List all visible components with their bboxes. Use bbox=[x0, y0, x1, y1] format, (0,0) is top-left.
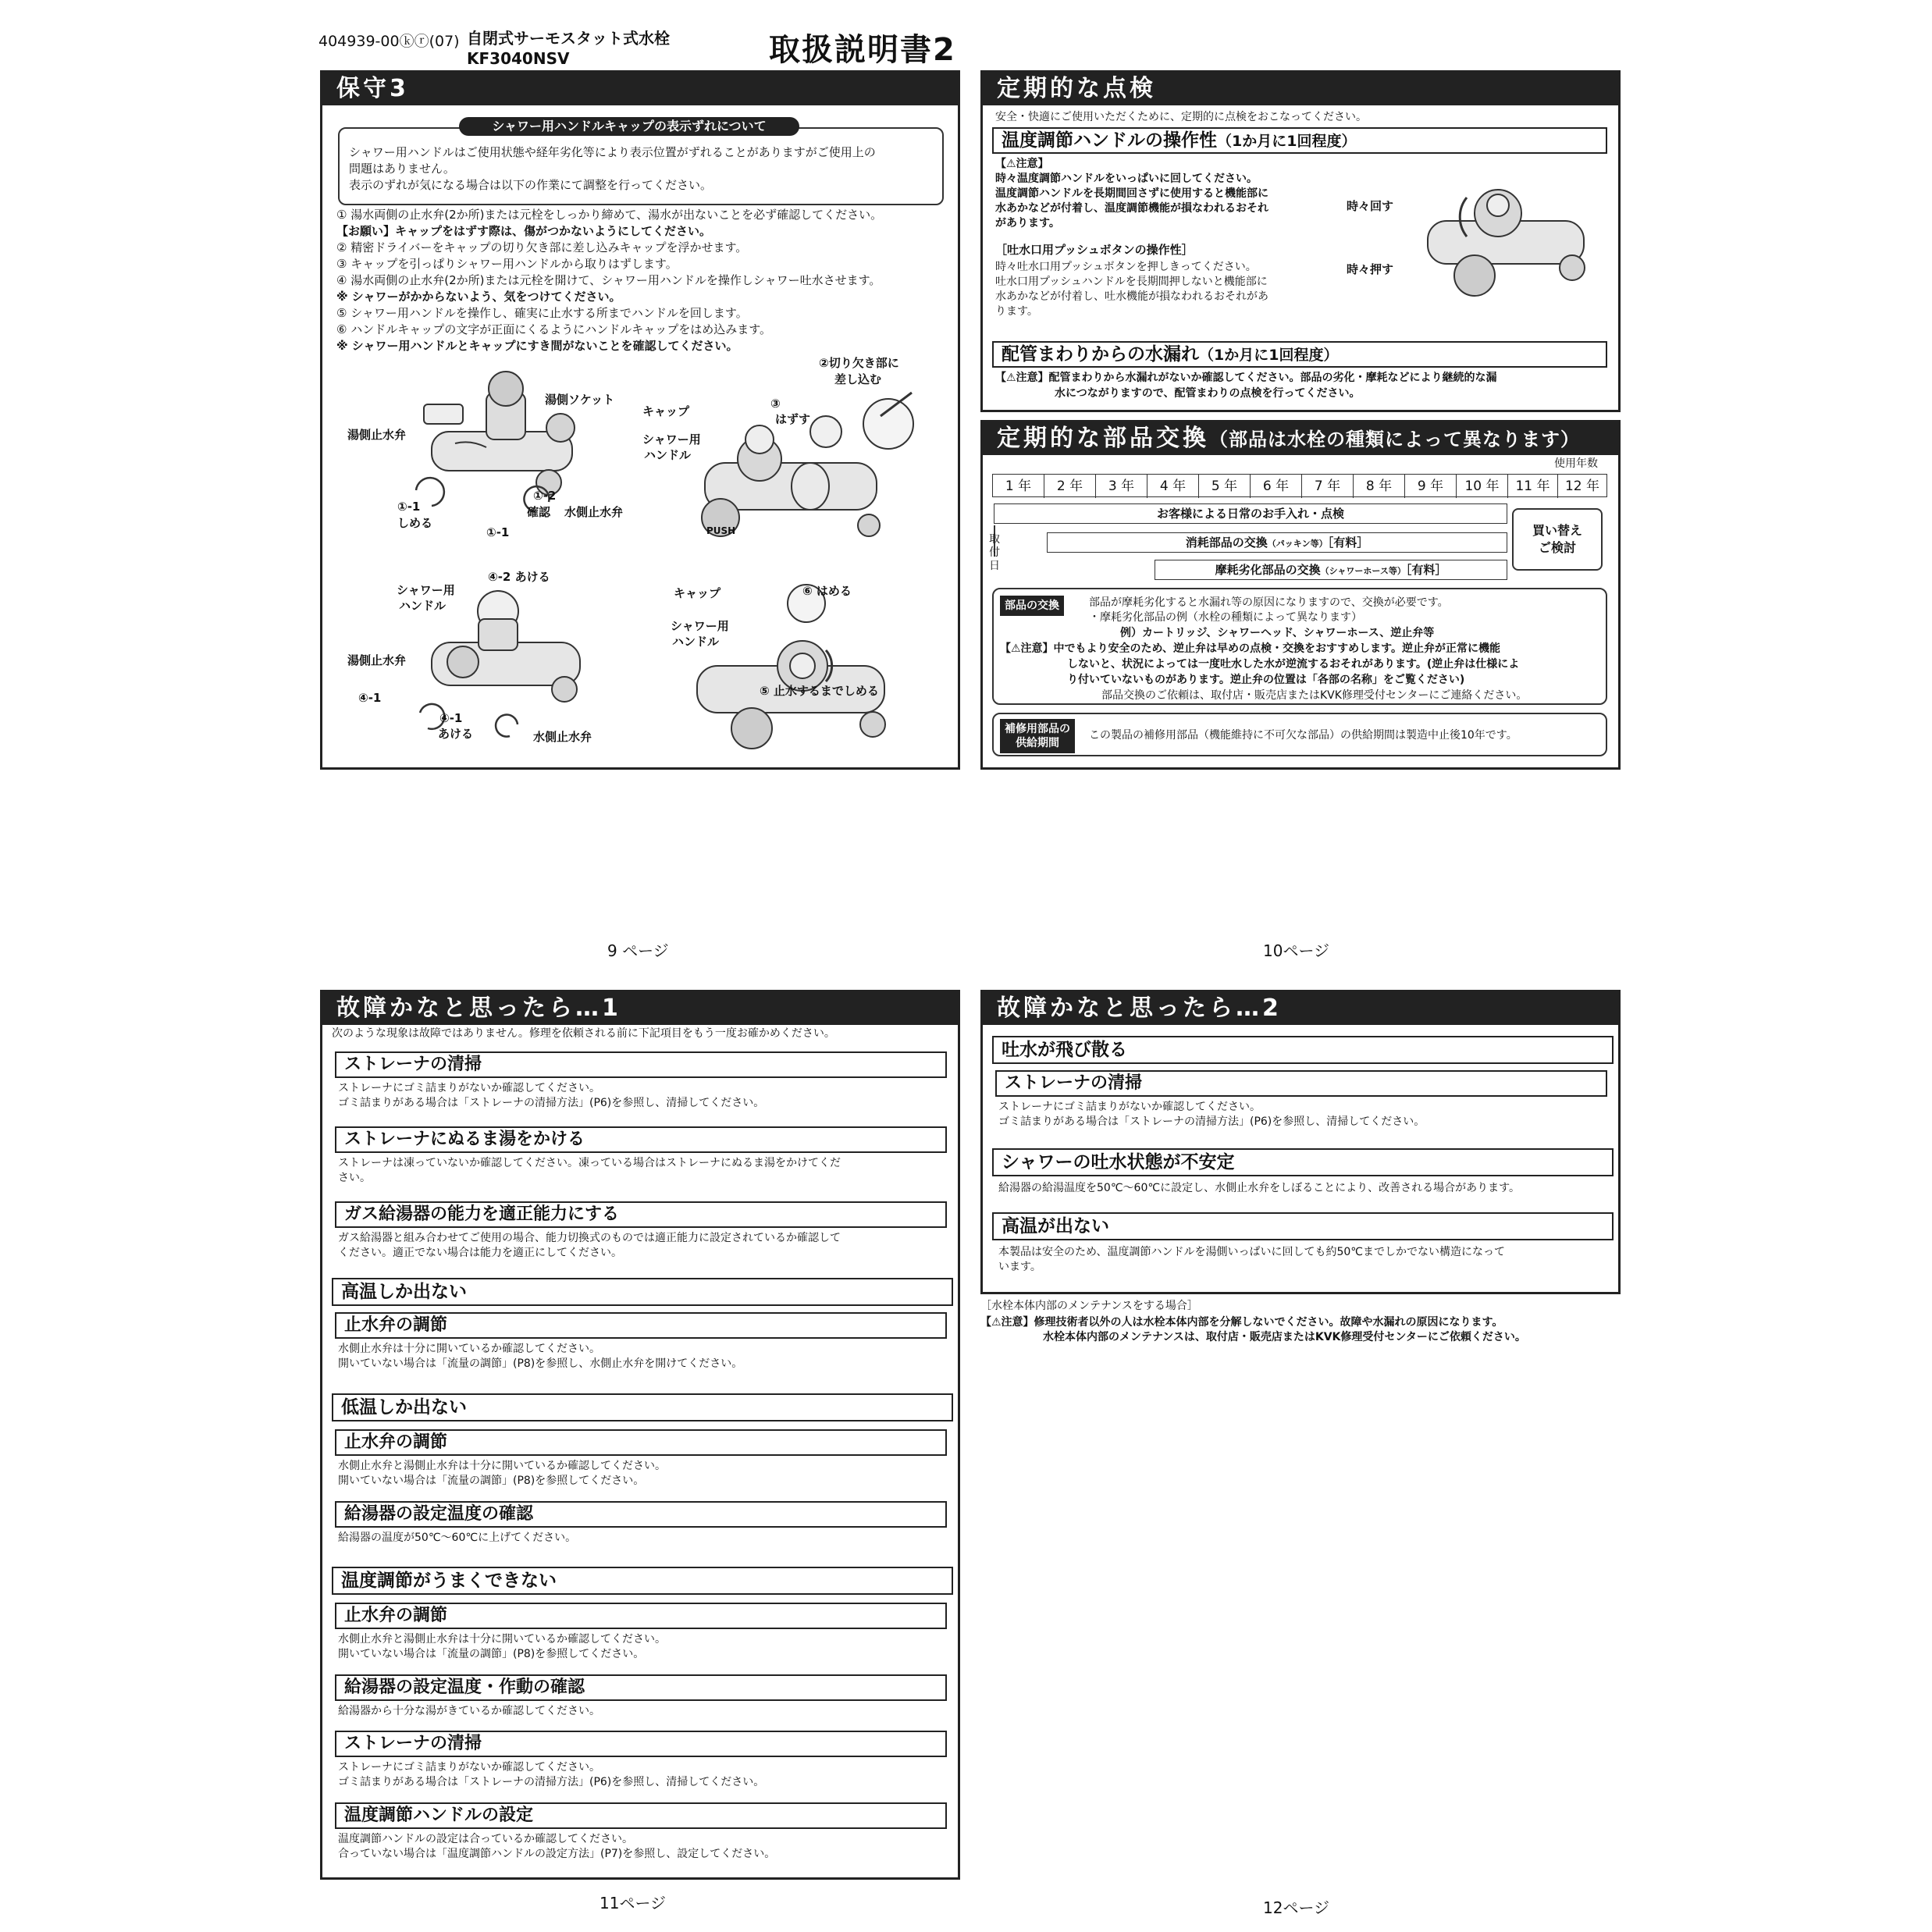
g3-line-6: 温度調節ハンドルの設定は合っているか確認してください。 bbox=[338, 1833, 633, 1845]
caution-line-2: 温度調節ハンドルを長期間回さずに使用すると機能部に bbox=[995, 187, 1268, 200]
label-hot-valve: 湯側止水弁 bbox=[347, 428, 407, 442]
step-5: ⑤ シャワー用ハンドルを操作し、確実に止水する所までハンドルを回します。 bbox=[336, 306, 748, 320]
temp-handle-heading bbox=[992, 127, 1607, 154]
push-heading: ［吐水口用プッシュボタンの操作性］ bbox=[995, 243, 1194, 257]
maintenance-line-1: 【⚠注意】修理技術者以外の人は水栓本体内部を分解しないでください。故障や水漏れの原因になります。 bbox=[980, 1316, 1503, 1329]
box-line-3: 表示のずれが気になる場合は以下の作業にて調整を行ってください。 bbox=[349, 178, 713, 192]
label-cold-valve-3: 水側止水弁 bbox=[533, 730, 592, 744]
push-line-3: 水あかなどが付着し、吐水機能が損なわれるおそれがあ bbox=[995, 290, 1268, 303]
label-sh-handle-4a: シャワー用 bbox=[671, 619, 729, 633]
label-cold-valve: 水側止水弁 bbox=[564, 505, 624, 519]
unstable-heading: シャワーの吐水状態が不安定 bbox=[992, 1148, 1614, 1176]
g3-line-1: 水側止水弁と湯側止水弁は十分に開いているか確認してください。 bbox=[338, 1633, 666, 1646]
year-cell: 7 年 bbox=[1302, 475, 1354, 498]
replace-line-1: 買い替え bbox=[1532, 523, 1582, 538]
label-push: PUSH bbox=[706, 525, 736, 536]
caution-line-3: 水あかなどが付着し、温度調節機能が損なわれるおそれ bbox=[995, 202, 1268, 215]
g3-line-3: 給湯器から十分な湯がきているか確認してください。 bbox=[338, 1705, 600, 1717]
years-label: 使用年数 bbox=[1554, 457, 1598, 470]
label-4-1-a: ④-1 bbox=[358, 691, 382, 705]
temp-handle-setting-heading: 温度調節ハンドルの設定 bbox=[335, 1802, 947, 1829]
spray-heading: 吐水が飛び散る bbox=[992, 1036, 1614, 1064]
g1-line-2: 開いていない場合は「流量の調節」(P8)を参照し、水側止水弁を開けてください。 bbox=[338, 1357, 743, 1370]
step-6: ⑥ ハンドルキャップの文字が正面にくるようにハンドルキャップをはめ込みます。 bbox=[336, 322, 772, 336]
year-cell: 8 年 bbox=[1354, 475, 1405, 498]
supply-tag bbox=[1000, 719, 1075, 753]
label-close-1-1-verb: しめる bbox=[397, 516, 433, 530]
year-cell: 3 年 bbox=[1096, 475, 1147, 498]
label-stop-5: ⑤ 止水するまでしめる bbox=[760, 684, 879, 698]
faucet-inspection-illustration bbox=[1404, 174, 1607, 315]
step-4: ④ 湯水両側の止水弁(2か所)または元栓を開けて、シャワー用ハンドルを操作しシャワー吐水させます。 bbox=[336, 273, 881, 287]
timeline-row-wear-parts bbox=[1155, 560, 1507, 580]
gas-heater-heading: ガス給湯器の能力を適正能力にする bbox=[335, 1201, 947, 1228]
temp-control-heading: 温度調節がうまくできない bbox=[332, 1567, 953, 1595]
heater-operation-heading: 給湯器の設定温度・作動の確認 bbox=[335, 1674, 947, 1701]
year-cell: 2 年 bbox=[1044, 475, 1096, 498]
strainer-clean-heading: ストレーナの清掃 bbox=[335, 1051, 947, 1078]
label-hot-socket: 湯側ソケット bbox=[545, 393, 615, 407]
step-2: ② 精密ドライバーをキャップの切り欠き部に差し込みキャップを浮かせます。 bbox=[336, 240, 748, 254]
heater-temp-heading: 給湯器の設定温度の確認 bbox=[335, 1501, 947, 1528]
label-step-1-2: ①-2 bbox=[533, 489, 557, 503]
year-cell: 6 年 bbox=[1251, 475, 1302, 498]
no-high-temp-heading: 高温が出ない bbox=[992, 1212, 1614, 1240]
inspection-intro: 安全・快適にご使用いただくために、定期的に点検をおこなってください。 bbox=[995, 111, 1367, 123]
label-cap: キャップ bbox=[642, 404, 690, 418]
faucet-illustration-4 bbox=[666, 580, 923, 760]
document-code: 404939-00ⓚⓡ(07) bbox=[318, 33, 460, 50]
label-cap-4: キャップ bbox=[674, 586, 721, 600]
caution-label: 【⚠注意】 bbox=[995, 158, 1049, 170]
supply-tag-1: 補修用部品の bbox=[1005, 723, 1070, 735]
label-fit-6: ⑥ はめる bbox=[802, 584, 852, 598]
page-9-number: 9 ページ bbox=[607, 941, 669, 960]
label-step-1-1-lower: ①-1 bbox=[486, 525, 510, 539]
leak-line-1: 【⚠注意】配管まわりから水漏れがないか確認してください。部品の劣化・摩耗などにより継続的な漏 bbox=[995, 372, 1497, 384]
page-12-title: 故障かなと思ったら…2 bbox=[983, 992, 1618, 1025]
year-cell: 5 年 bbox=[1199, 475, 1251, 498]
pipe-leak-heading-text: 配管まわりからの水漏れ bbox=[1002, 344, 1199, 365]
temp-handle-heading-text: 温度調節ハンドルの操作性 bbox=[1002, 130, 1217, 151]
p12-h3-line-1: 本製品は安全のため、温度調節ハンドルを湯側いっぱいに回しても約50℃までしかでない構造になって bbox=[998, 1246, 1505, 1258]
p12-h2-line: 給湯器の給湯温度を50℃～60℃に設定し、水側止水弁をしぼることにより、改善される場合があります。 bbox=[998, 1182, 1520, 1194]
maintenance-line-2: 水栓本体内部のメンテナンスは、取付店・販売店またはKVK修理受付センターにご依頼ください。 bbox=[1043, 1331, 1526, 1343]
row2-label: 消耗部品の交換 bbox=[1185, 535, 1268, 550]
label-sh-handle-4b: ハンドル bbox=[672, 635, 720, 649]
temp-strainer-heading: ストレーナの清掃 bbox=[335, 1731, 947, 1757]
temp-valve-heading: 止水弁の調節 bbox=[335, 1603, 947, 1629]
timeline-row-maintenance: お客様による日常のお手入れ・点検 bbox=[994, 503, 1507, 524]
label-close-1-1: ①-1 bbox=[397, 500, 421, 514]
only-hot-valve-heading: 止水弁の調節 bbox=[335, 1312, 947, 1339]
label-4-1-b: ④-1 bbox=[439, 711, 463, 725]
product-model: KF3040NSV bbox=[467, 49, 570, 68]
product-series: 自閉式サーモスタット式水栓 bbox=[467, 29, 670, 48]
label-step-1-2-verb: 確認 bbox=[527, 505, 551, 519]
label-shower-handle: シャワー用 bbox=[642, 432, 701, 447]
start-label: 取付日 bbox=[989, 533, 1000, 572]
label-hot-valve-3: 湯側止水弁 bbox=[347, 653, 407, 667]
page-10-number: 10ページ bbox=[1263, 941, 1330, 960]
label-step-2: ②切り欠き部に bbox=[819, 356, 899, 370]
s2-line-2: さい。 bbox=[338, 1172, 371, 1184]
label-rotate: 時々回す bbox=[1347, 199, 1394, 213]
display-shift-pill: シャワー用ハンドルキャップの表示ずれについて bbox=[459, 117, 799, 136]
page-9-title: 保守3 bbox=[322, 73, 958, 105]
g3-line-7: 合っていない場合は「温度調節ハンドルの設定方法」(P7)を参照し、設定してください。 bbox=[338, 1848, 776, 1860]
request-note: 【お願い】キャップをはずす際は、傷がつかないようにしてください。 bbox=[336, 224, 712, 238]
g3-line-5: ゴミ詰まりがある場合は「ストレーナの清掃方法」(P6)を参照し、清掃してください。 bbox=[338, 1776, 765, 1788]
temp-handle-frequency: （1か月に1回程度） bbox=[1217, 133, 1357, 150]
push-line-2: 吐水口用プッシュハンドルを長期間押しないと機能部に bbox=[995, 276, 1268, 288]
box-line-1: シャワー用ハンドルはご使用状態や経年劣化等により表示位置がずれることがありますがご使用上の bbox=[349, 145, 876, 159]
label-4-1-open: あける bbox=[438, 727, 474, 741]
g3-line-2: 開いていない場合は「流量の調節」(P8)を参照してください。 bbox=[338, 1648, 645, 1660]
label-step-2-verb: 差し込む bbox=[834, 372, 882, 386]
label-step-3-verb: はずす bbox=[775, 412, 811, 426]
g2-line-2: 開いていない場合は「流量の調節」(P8)を参照してください。 bbox=[338, 1475, 645, 1487]
parts-tag: 部品の交換 bbox=[1000, 596, 1064, 616]
replace-box bbox=[1512, 508, 1603, 571]
year-cell: 10 年 bbox=[1457, 475, 1508, 498]
page-10-title: 定期的な点検 bbox=[983, 73, 1618, 105]
year-cell: 9 年 bbox=[1405, 475, 1457, 498]
label-press: 時々押す bbox=[1347, 262, 1394, 276]
s3-line-1: ガス給湯器と組み合わせてご使用の場合、能力切換式のものでは適正能力に設定されているか確認して bbox=[338, 1232, 841, 1244]
parts-title-text: 定期的な部品交換 bbox=[997, 425, 1209, 452]
caution-line-1: 時々温度調節ハンドルをいっぱいに回してください。 bbox=[995, 173, 1258, 185]
year-cell: 12 年 bbox=[1564, 479, 1600, 494]
step-3: ③ キャップを引っぱりシャワー用ハンドルから取りはずします。 bbox=[336, 257, 678, 271]
push-line-4: ります。 bbox=[995, 305, 1038, 318]
row3-note: （シャワーホース等） bbox=[1320, 566, 1406, 576]
only-cold-heading: 低温しか出ない bbox=[332, 1393, 953, 1421]
caution-line-4: があります。 bbox=[995, 217, 1060, 229]
label-step-3: ③ bbox=[770, 397, 781, 411]
parts-title-sub: （部品は水栓の種類によって異なります） bbox=[1209, 429, 1580, 450]
box-line-2: 問題はありません。 bbox=[349, 162, 455, 176]
only-cold-valve-heading: 止水弁の調節 bbox=[335, 1429, 947, 1456]
document-title: 取扱説明書2 bbox=[769, 32, 956, 68]
replace-line-2: ご検討 bbox=[1538, 540, 1576, 555]
row2-note: （パッキン等） bbox=[1267, 539, 1328, 549]
pipe-leak-frequency: （1か月に1回程度） bbox=[1199, 347, 1339, 364]
supply-tag-2: 供給期間 bbox=[1016, 737, 1059, 749]
parts-line-3: 例）カートリッジ、シャワーヘッド、シャワーホース、逆止弁等 bbox=[1120, 627, 1435, 639]
page-9-panel bbox=[320, 70, 960, 770]
maintenance-heading: ［水栓本体内部のメンテナンスをする場合］ bbox=[980, 1300, 1198, 1312]
warn-line-2: しないと、状況によっては一度吐水した水が逆流するおそれがあります。(逆止弁は仕様によ bbox=[1067, 658, 1520, 671]
label-sh-handle-3a: シャワー用 bbox=[397, 583, 455, 597]
row3-paid: ［有料］ bbox=[1405, 563, 1447, 577]
year-cell: 11 年 bbox=[1508, 475, 1558, 498]
g1-line-1: 水側止水弁は十分に開いているか確認してください。 bbox=[338, 1343, 600, 1355]
label-open-4-2: ④-2 あける bbox=[488, 570, 550, 584]
label-shower-handle-2: ハンドル bbox=[644, 448, 692, 462]
step-1: ① 湯水両側の止水弁(2か所)または元栓をしっかり締めて、湯水が出ないことを必ず確認してください。 bbox=[336, 208, 883, 222]
parts-line-2: ・摩耗劣化部品の例（水栓の種類によって異なります） bbox=[1089, 611, 1362, 624]
year-cell: 1 年 bbox=[993, 475, 1044, 498]
troubleshoot-intro: 次のような現象は故障ではありません。修理を依頼される前に下記項目をもう一度お確かめください。 bbox=[332, 1027, 835, 1040]
p12-s1-line-1: ストレーナにゴミ詰まりがないか確認してください。 bbox=[998, 1101, 1261, 1113]
row3-label: 摩耗劣化部品の交換 bbox=[1215, 563, 1321, 577]
p12-strainer-heading: ストレーナの清掃 bbox=[995, 1070, 1607, 1097]
g3-line-4: ストレーナにゴミ詰まりがないか確認してください。 bbox=[338, 1761, 600, 1774]
leak-line-2: 水につながりますので、配管まわりの点検を行ってください。 bbox=[1055, 387, 1361, 400]
s2-line-1: ストレーナは凍っていないか確認してください。凍っている場合はストレーナにぬるま湯をかけてくだ bbox=[338, 1157, 841, 1169]
year-cell: 4 年 bbox=[1147, 475, 1199, 498]
warn-line-4: 部品交換のご依頼は、取付店・販売店またはKVK修理受付センターにご連絡ください。 bbox=[1101, 689, 1528, 702]
label-sh-handle-3b: ハンドル bbox=[399, 599, 447, 613]
parts-replacement-title bbox=[983, 422, 1618, 455]
years-row bbox=[992, 474, 1607, 497]
strainer-warm-heading: ストレーナにぬるま湯をかける bbox=[335, 1126, 947, 1153]
s3-line-2: ください。適正でない場合は能力を適正にしてください。 bbox=[338, 1247, 622, 1259]
warn-line-1: 【⚠注意】中でもより安全のため、逆止弁は早めの点検・交換をおすすめします。逆止弁が正常に機能 bbox=[1000, 642, 1501, 655]
shower-note: ※ シャワーがかからないよう、気をつけてください。 bbox=[336, 290, 621, 304]
gap-note: ※ シャワー用ハンドルとキャップにすき間がないことを確認してください。 bbox=[336, 339, 738, 353]
row2-paid: ［有料］ bbox=[1327, 535, 1369, 550]
p12-h3-line-2: います。 bbox=[998, 1261, 1041, 1273]
p12-s1-line-2: ゴミ詰まりがある場合は「ストレーナの清掃方法」(P6)を参照し、清掃してください。 bbox=[998, 1115, 1425, 1128]
g2-line-1: 水側止水弁と湯側止水弁は十分に開いているか確認してください。 bbox=[338, 1460, 666, 1472]
pipe-leak-heading bbox=[992, 341, 1607, 368]
parts-replacement-panel bbox=[980, 420, 1621, 770]
page-11-title: 故障かなと思ったら…1 bbox=[322, 992, 958, 1025]
s1-line-1: ストレーナにゴミ詰まりがないか確認してください。 bbox=[338, 1082, 600, 1094]
page-12-number: 12ページ bbox=[1263, 1898, 1330, 1917]
warn-line-3: り付いていないものがあります。逆止弁の位置は「各部の名称」をご覧ください) bbox=[1067, 674, 1465, 686]
push-line-1: 時々吐水口用プッシュボタンを押しきってください。 bbox=[995, 261, 1257, 273]
page-11-number: 11ページ bbox=[600, 1894, 667, 1912]
only-hot-heading: 高温しか出ない bbox=[332, 1278, 953, 1306]
s1-line-2: ゴミ詰まりがある場合は「ストレーナの清掃方法」(P6)を参照し、清掃してください。 bbox=[338, 1097, 765, 1109]
supply-text: この製品の補修用部品（機能維持に不可欠な部品）の供給期間は製造中止後10年です。 bbox=[1089, 729, 1517, 742]
page-10-panel bbox=[980, 70, 1621, 412]
page-11-panel bbox=[320, 990, 960, 1880]
g2-line-3: 給湯器の温度が50℃～60℃に上げてください。 bbox=[338, 1532, 577, 1544]
page-12-panel bbox=[980, 990, 1621, 1294]
product-name bbox=[467, 28, 670, 69]
timeline-row-consumables bbox=[1047, 532, 1507, 553]
parts-line-1: 部品が摩耗劣化すると水漏れ等の原因になりますので、交換が必要です。 bbox=[1089, 596, 1449, 609]
